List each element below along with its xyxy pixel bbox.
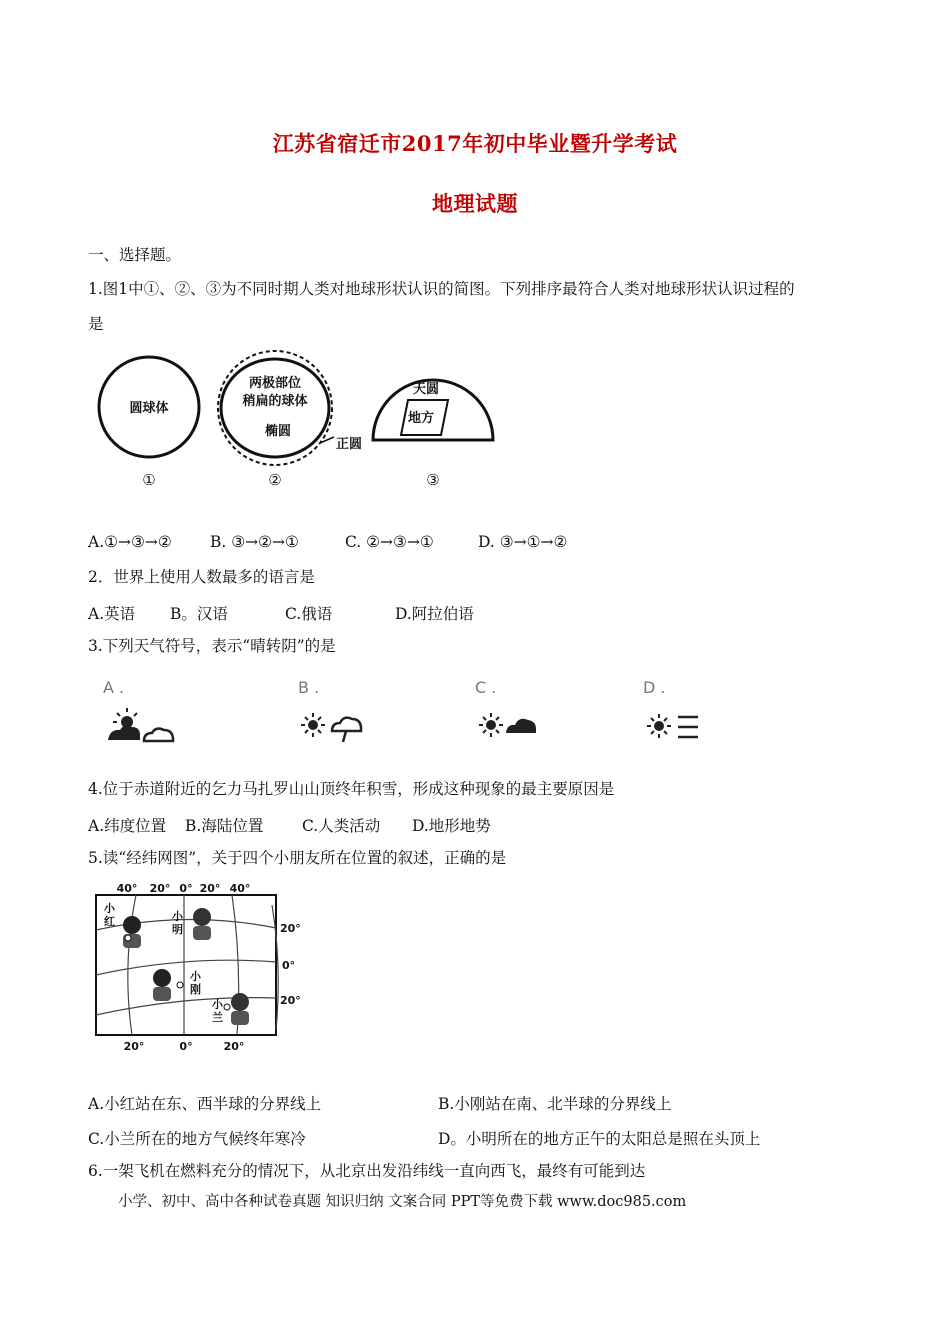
map-top-label: 0° xyxy=(179,882,193,895)
q4-option-c: C.人类活动 xyxy=(302,817,381,835)
q6-stem: 6.一架飞机在燃料充分的情况下，从北京出发沿纬线一直向西飞，最终有可能到达 xyxy=(88,1162,646,1180)
fig2-label-line2: 稍扁的球体 xyxy=(242,394,308,409)
cloud-icon xyxy=(144,729,173,741)
sun-icon xyxy=(113,708,137,728)
fig3-number: ③ xyxy=(426,471,440,489)
fig3-earth-label: 地方 xyxy=(407,411,435,426)
q2-option-b: B。汉语 xyxy=(170,605,228,623)
map-top-label: 20° xyxy=(149,882,171,895)
q5-option-d: D。小明所在的地方正午的太阳总是照在头顶上 xyxy=(438,1130,761,1148)
graticule-map xyxy=(92,880,307,1055)
kid2-label-char1: 小 xyxy=(172,910,183,923)
kid1-label-char2: 红 xyxy=(104,915,115,928)
kid3-label-char1: 小 xyxy=(190,970,201,983)
q4-option-b: B.海陆位置 xyxy=(185,817,264,835)
sun-icon xyxy=(647,714,671,738)
q1-option-b: B. ③→②→① xyxy=(210,533,299,551)
q3-stem: 3.下列天气符号，表示“晴转阴”的是 xyxy=(88,637,336,655)
map-top-label: 20° xyxy=(199,882,221,895)
exam-title: 江苏省宿迁市2017年初中毕业暨升学考试 xyxy=(272,131,678,156)
q4-option-d: D.地形地势 xyxy=(412,817,491,835)
earth-shape-figure xyxy=(88,345,508,495)
map-bottom-label: 0° xyxy=(179,1040,193,1053)
fig2-label-line1: 两极部位 xyxy=(248,376,302,391)
kid-icon xyxy=(153,969,183,1001)
fig1-number: ① xyxy=(142,471,156,489)
q2-stem: 2．世界上使用人数最多的语言是 xyxy=(88,568,315,586)
kid4-label-char2: 兰 xyxy=(212,1011,223,1024)
fig3-sky-label: 天圆 xyxy=(412,382,440,397)
kid-icon xyxy=(123,916,141,948)
q2-option-c: C.俄语 xyxy=(285,605,333,623)
q1-stem-line2: 是 xyxy=(88,315,104,333)
q4-stem: 4.位于赤道附近的乞力马扎罗山山顶终年积雪，形成这种现象的最主要原因是 xyxy=(88,780,615,798)
dark-cloud-icon xyxy=(108,726,140,740)
section-heading: 一、选择题。 xyxy=(88,246,182,264)
page-footer: 小学、初中、高中各种试卷真题 知识归纳 文案合同 PPT等免费下载 www.doc985.com xyxy=(118,1194,687,1210)
q3-label-d: D . xyxy=(643,678,666,697)
q3-label-b: B . xyxy=(298,678,320,697)
fig2-circle-label: 正圆 xyxy=(336,437,363,452)
cloud-icon xyxy=(332,718,361,731)
q5-option-b: B.小刚站在南、北半球的分界线上 xyxy=(438,1095,672,1113)
map-bottom-label: 20° xyxy=(223,1040,245,1053)
kid3-label-char2: 刚 xyxy=(190,983,201,996)
map-right-label: 20° xyxy=(280,922,301,935)
q1-option-a: A.①→③→② xyxy=(88,533,172,551)
q2-option-a: A.英语 xyxy=(88,605,136,623)
parallel-lines xyxy=(96,919,276,1015)
fig2-ellipse-label: 椭圆 xyxy=(264,424,292,439)
q2-option-d: D.阿拉伯语 xyxy=(395,605,474,623)
kid4-label-char1: 小 xyxy=(212,998,223,1011)
map-top-label: 40° xyxy=(229,882,251,895)
q1-option-c: C. ②→③→① xyxy=(345,533,434,551)
dark-cloud-icon xyxy=(506,719,536,733)
map-frame xyxy=(96,895,276,1035)
map-right-label: 0° xyxy=(282,959,296,972)
q5-stem: 5.读“经纬网图”，关于四个小朋友所在位置的叙述，正确的是 xyxy=(88,849,507,867)
q3-label-a: A . xyxy=(103,678,125,697)
q3-label-c: C . xyxy=(475,678,497,697)
kid2-label-char2: 明 xyxy=(172,923,183,936)
map-top-label: 40° xyxy=(116,882,138,895)
q4-option-a: A.纬度位置 xyxy=(88,817,167,835)
kid1-label-char1: 小 xyxy=(104,902,115,915)
map-bottom-label: 20° xyxy=(123,1040,145,1053)
kid-icon xyxy=(193,908,211,940)
fig1-label: 圆球体 xyxy=(129,401,169,416)
weather-symbols xyxy=(100,705,710,750)
sun-icon xyxy=(301,713,325,737)
q5-option-c: C.小兰所在的地方气候终年寒冷 xyxy=(88,1130,306,1148)
exam-subtitle: 地理试题 xyxy=(432,191,518,216)
fog-icon xyxy=(678,717,698,737)
map-right-label: 20° xyxy=(280,994,301,1007)
q5-option-a: A.小红站在东、西半球的分界线上 xyxy=(88,1095,322,1113)
pointer-line xyxy=(320,437,334,443)
rain-icon xyxy=(343,731,346,742)
q1-option-d: D. ③→①→② xyxy=(478,533,568,551)
sun-icon xyxy=(479,713,503,737)
q1-stem-line1: 1.图1中①、②、③为不同时期人类对地球形状认识的简图。下列排序最符合人类对地球形状认识过程的 xyxy=(88,280,795,298)
fig2-number: ② xyxy=(268,471,282,489)
